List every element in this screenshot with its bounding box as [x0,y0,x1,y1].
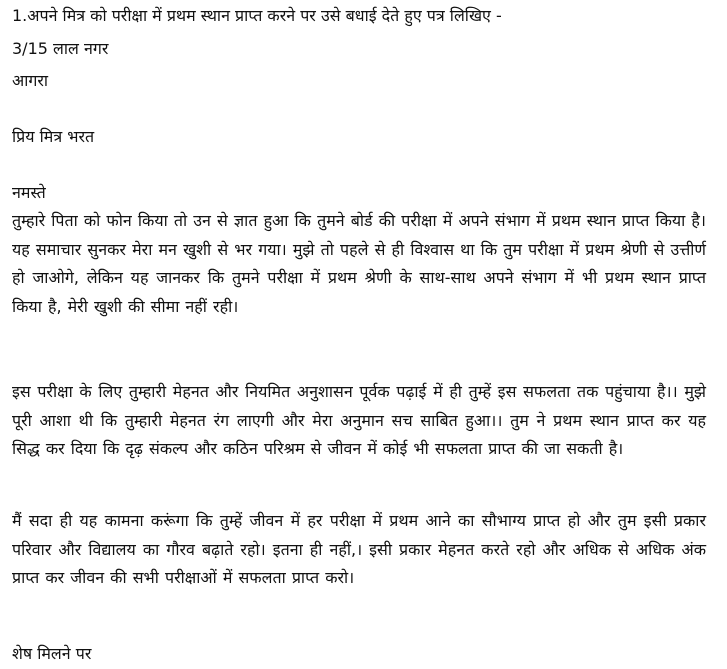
closing-line: शेष मिलने पर [12,644,92,663]
greeting: नमस्ते [12,183,46,202]
question-heading: 1.अपने मित्र को परीक्षा में प्रथम स्थान प्राप्त करने पर उसे बधाई देते हुए पत्र लिखिए - [12,6,502,25]
address-line-1: 3/15 लाल नगर [12,39,109,58]
salutation: प्रिय मित्र भरत [12,127,95,146]
body-paragraph-3: मैं सदा ही यह कामना करूंगा कि तुम्हें जीवन में हर परीक्षा में प्रथम आने का सौभाग्य प्राप्त हो और तुम इसी प्रकार परिवार और विद्यालय का गौरव बढ़ाते रहो। इतना ही नहीं,। इसी प्रकार मेहनत करते रहो और अधिक से अधिक अंक प्राप्त कर जीवन की सभी परीक्षाओं में सफलता प्राप्त करो। [12,511,706,588]
body-paragraph-2: इस परीक्षा के लिए तुम्हारी मेहनत और नियमित अनुशासन पूर्वक पढ़ाई में ही तुम्हें इस सफलता तक पहुंचाया है।। मुझे पूरी आशा थी कि तुम्हारी मेहनत रंग लाएगी और मेरा अनुमान सच साबित हुआ।। तुम ने प्रथम स्थान प्राप्त कर यह सिद्ध कर दिया कि दृढ़ संकल्प और कठिन परिश्रम से जीवन में कोई भी सफलता प्राप्त की जा सकती है। [12,382,706,459]
address-line-2: आगरा [12,71,49,90]
body-paragraph-1: तुम्हारे पिता को फोन किया तो उन से ज्ञात हुआ कि तुमने बोर्ड की परीक्षा में अपने संभाग में प्रथम स्थान प्राप्त किया है। यह समाचार सुनकर मेरा मन खुशी से भर गया। मुझे तो पहले से ही विश्वास था कि तुम परीक्षा में प्रथम श्रेणी से उत्तीर्ण हो जाओगे, लेकिन यह जानकर कि तुमने परीक्षा में प्रथम श्रेणी के साथ-साथ अपने संभाग में भी प्रथम स्थान प्राप्त किया है, मेरी खुशी की सीमा नहीं रही। [12,211,706,316]
